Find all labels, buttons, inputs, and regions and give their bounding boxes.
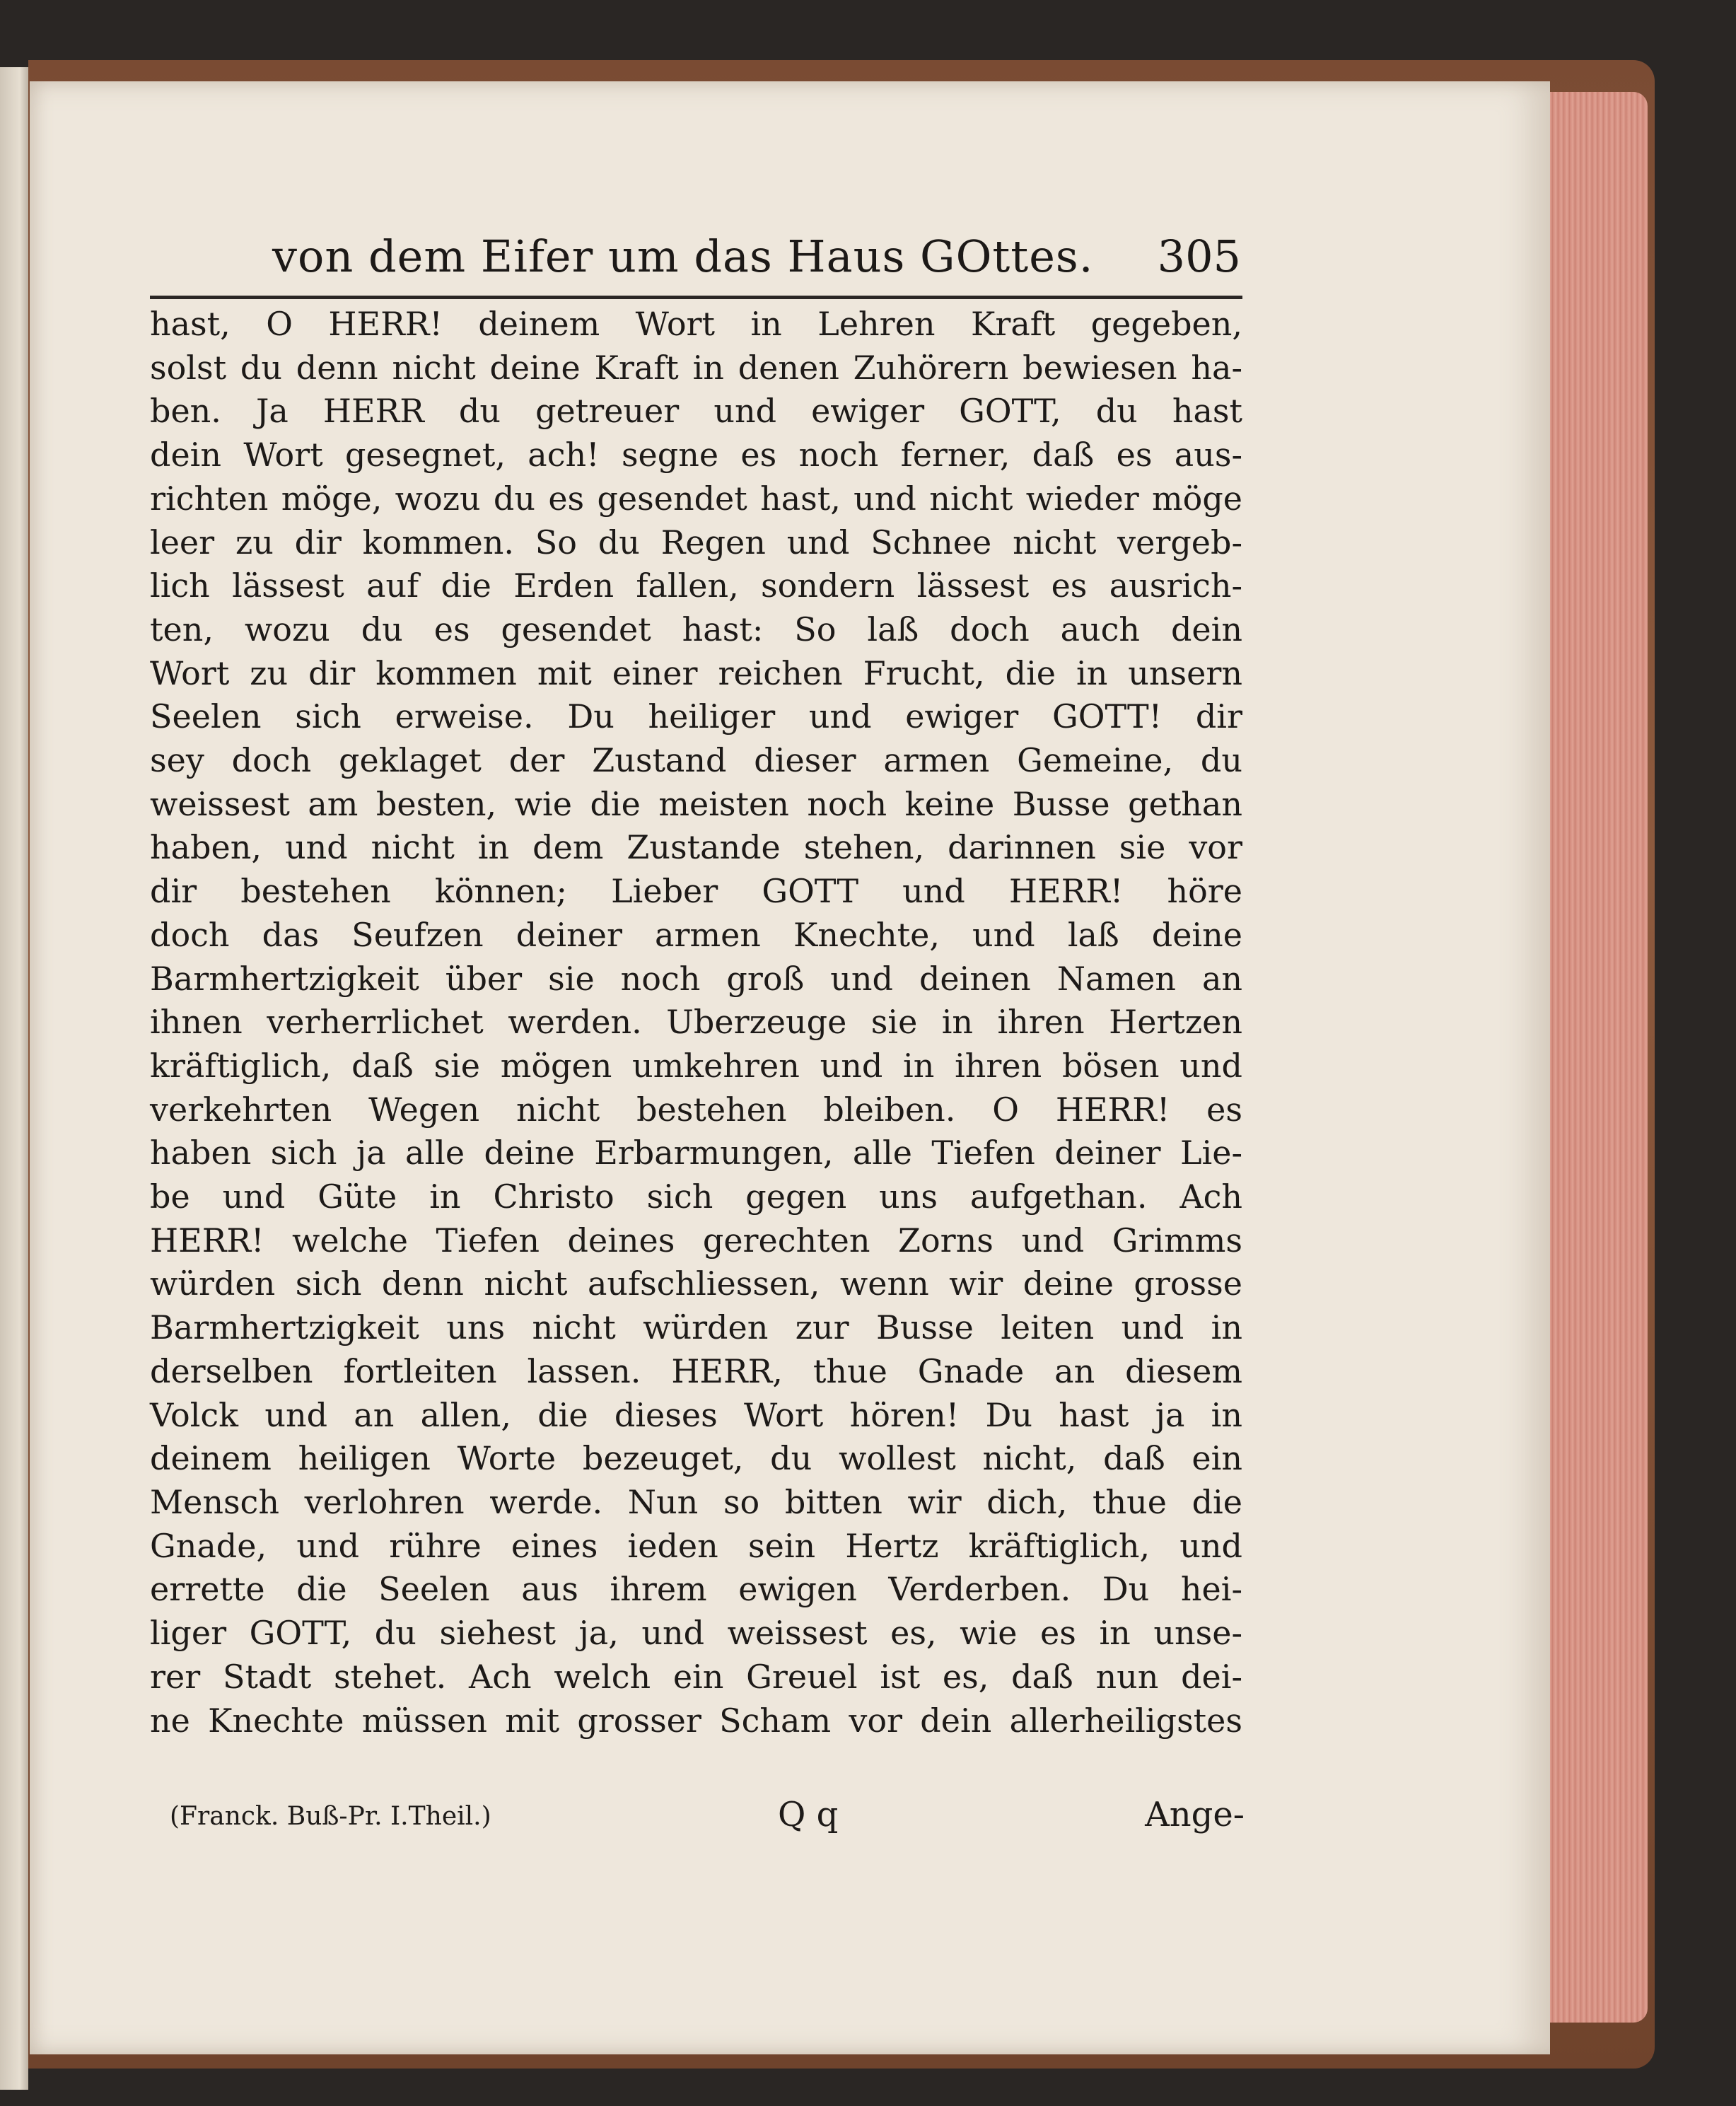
header-rule xyxy=(150,296,1242,299)
text-line: rer Stadt stehet. Ach welch ein Greuel ist es, daß nun dei- xyxy=(150,1657,1242,1696)
text-line: dir bestehen können; Lieber GOTT und HERR! höre xyxy=(150,872,1242,911)
signature-line: (Franck. Buß-Pr. I.Theil.) xyxy=(170,1802,491,1831)
text-line: ihnen verherrlichet werden. Uberzeuge sie in ihren Hertzen xyxy=(150,1003,1242,1042)
text-line: Barmhertzigkeit über sie noch groß und deinen Namen an xyxy=(150,959,1242,998)
text-line: Mensch verlohren werde. Nun so bitten wir dich, thue die xyxy=(150,1482,1242,1521)
catchword: Ange- xyxy=(1145,1795,1245,1834)
text-line: Barmhertzigkeit uns nicht würden zur Busse leiten und in xyxy=(150,1308,1242,1347)
text-line: dein Wort gesegnet, ach! segne es noch ferner, daß es aus- xyxy=(150,436,1242,475)
text-line: haben, und nicht in dem Zustande stehen, darinnen sie vor xyxy=(150,828,1242,867)
running-title: von dem Eifer um das Haus GOttes. xyxy=(272,231,1094,282)
text-line: haben sich ja alle deine Erbarmungen, alle Tiefen deiner Lie- xyxy=(150,1134,1242,1173)
text-line: doch das Seufzen deiner armen Knechte, und laß deine xyxy=(150,915,1242,954)
text-line: kräftiglich, daß sie mögen umkehren und in ihren bösen und xyxy=(150,1046,1242,1085)
text-line: derselben fortleiten lassen. HERR, thue Gnade an diesem xyxy=(150,1351,1242,1390)
text-line: leer zu dir kommen. So du Regen und Schnee nicht vergeb- xyxy=(150,523,1242,562)
text-line: ten, wozu du es gesendet hast: So laß doch auch dein xyxy=(150,610,1242,648)
text-line: Wort zu dir kommen mit einer reichen Frucht, die in unsern xyxy=(150,653,1242,692)
page-header xyxy=(233,226,1241,290)
text-line: Volck und an allen, die dieses Wort hören! Du hast ja in xyxy=(150,1395,1242,1434)
signature-mark: Q q xyxy=(778,1795,839,1834)
text-line: errette die Seelen aus ihrem ewigen Verderben. Du hei- xyxy=(150,1570,1242,1609)
text-line: Gnade, und rühre eines ieden sein Hertz kräftiglich, und xyxy=(150,1526,1242,1565)
text-line: Seelen sich erweise. Du heiliger und ewiger GOTT! dir xyxy=(150,697,1242,736)
text-line: liger GOTT, du siehest ja, und weissest es, wie es in unse- xyxy=(150,1614,1242,1653)
text-line: verkehrten Wegen nicht bestehen bleiben. O HERR! es xyxy=(150,1090,1242,1129)
text-line: weissest am besten, wie die meisten noch keine Busse gethan xyxy=(150,784,1242,823)
text-line: sey doch geklaget der Zustand dieser armen Gemeine, du xyxy=(150,741,1242,780)
text-line: HERR! welche Tiefen deines gerechten Zorns und Grimms xyxy=(150,1221,1242,1259)
text-line: hast, O HERR! deinem Wort in Lehren Kraft gegeben, xyxy=(150,305,1242,343)
page-edges xyxy=(1542,92,1648,2023)
text-line: ben. Ja HERR du getreuer und ewiger GOTT, du hast xyxy=(150,392,1242,431)
text-line: ne Knechte müssen mit grosser Scham vor dein allerheiligstes xyxy=(150,1701,1242,1740)
page-footer xyxy=(170,1791,1245,1840)
text-line: solst du denn nicht deine Kraft in denen Zuhörern bewiesen ha- xyxy=(150,348,1242,387)
text-line: richten möge, wozu du es gesendet hast, und nicht wieder möge xyxy=(150,479,1242,518)
left-page-edge xyxy=(0,67,28,2090)
body-text xyxy=(150,303,1242,1743)
text-line: be und Güte in Christo sich gegen uns aufgethan. Ach xyxy=(150,1177,1242,1216)
text-line: würden sich denn nicht aufschliessen, wenn wir deine grosse xyxy=(150,1264,1242,1303)
page-number: 305 xyxy=(1157,231,1241,282)
text-line: deinem heiligen Worte bezeuget, du wollest nicht, daß ein xyxy=(150,1439,1242,1478)
text-line: lich lässest auf die Erden fallen, sondern lässest es ausrich- xyxy=(150,566,1242,605)
